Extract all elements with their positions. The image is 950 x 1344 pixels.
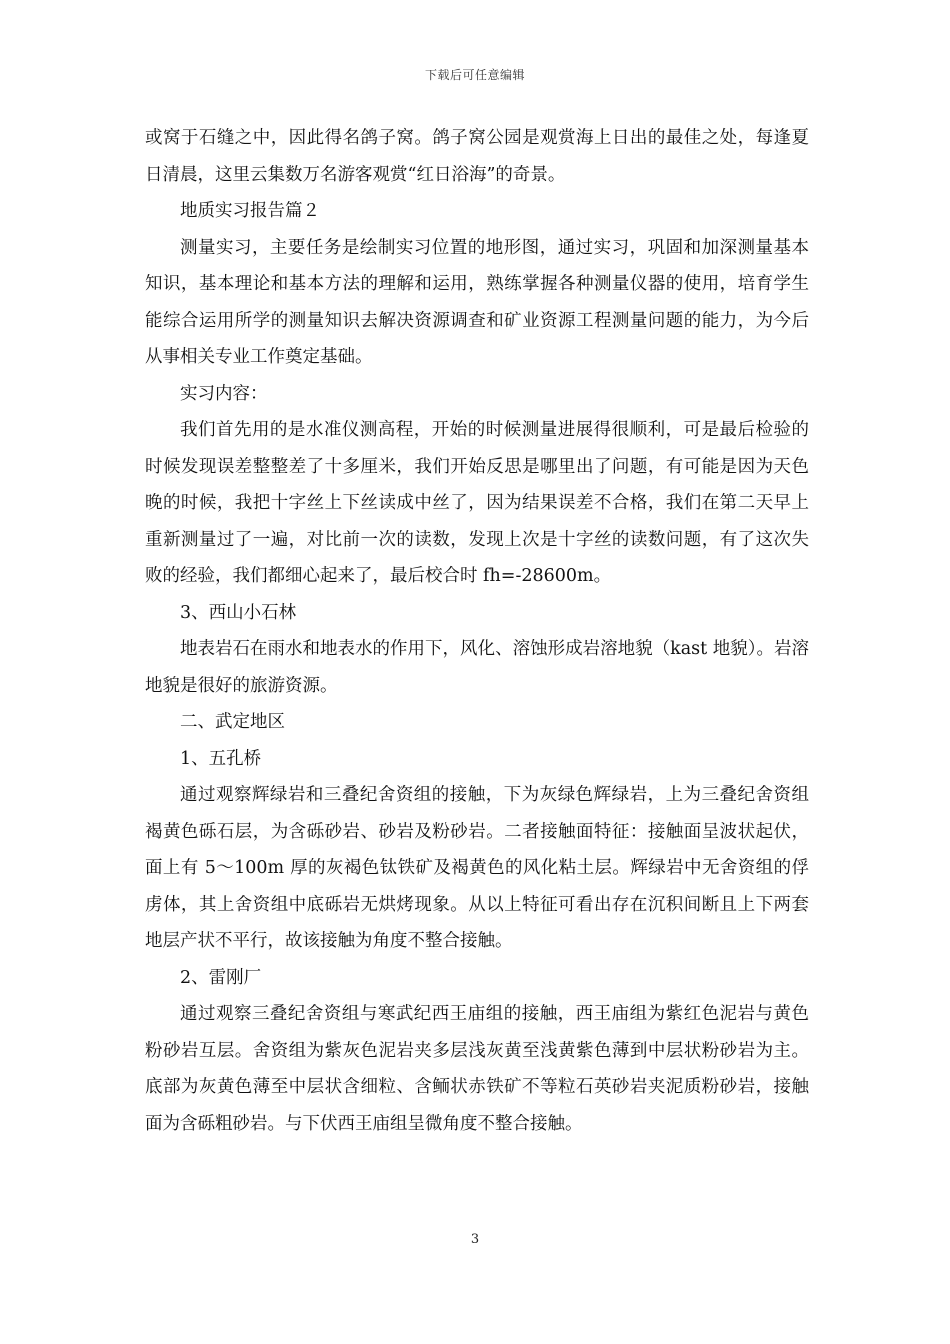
section-heading-wuding: 二、武定地区 [180,712,285,732]
section-heading-leigangchang: 2、雷刚厂 [180,967,262,988]
section-heading-report-2: 地质实习报告篇２ [180,201,320,221]
page-number: 3 [470,1232,480,1247]
document-body [145,120,809,1142]
paragraph-continuation: 或窝于石缝之中，因此得名鸽子窝。鸽子窝公园是观赏海上日出的最佳之处，每逢夏日清晨，这里云集数万名游客观赏“红日浴海”的奇景。 [145,128,809,185]
page-header: 下载后可任意编辑 [424,68,525,82]
paragraph-diabase-contact: 通过观察辉绿岩和三叠纪舍资组的接触，下为灰绿色辉绿岩，上为三叠纪舍资组褐黄色砾石层，为含砾砂岩、砂岩及粉砂岩。二者接触面特征：接触面呈波状起伏，面上有 5～100m 厚的灰褐色钛铁矿及褐黄色的风化粘土层。辉绿岩中无舍资组的俘虏体，其上舍资组中底砾岩无烘烤现象。从以上特征可看出存在沉积间断且上下两套地层产状不平行，故该接触为角度不整合接触。 [145,785,809,951]
section-heading-content: 实习内容： [180,383,268,404]
section-heading-wukongqiao: 1、五孔桥 [180,748,262,769]
section-heading-xishan: 3、西山小石林 [180,602,297,623]
paragraph-sheizi-contact: 通过观察三叠纪舍资组与寒武纪西王庙组的接触，西王庙组为紫红色泥岩与黄色粉砂岩互层。舍资组为紫灰色泥岩夹多层浅灰黄至浅黄紫色薄到中层状粉砂岩为主。底部为灰黄色薄至中层状含细粒、含鲕状赤铁矿不等粒石英砂岩夹泥质粉砂岩，接触面为含砾粗砂岩。与下伏西王庙组呈微角度不整合接触。 [145,1004,809,1134]
paragraph-survey-intro: 测量实习，主要任务是绘制实习位置的地形图，通过实习，巩固和加深测量基本知识，基本理论和基本方法的理解和运用，熟练掌握各种测量仪器的使用，培育学生能综合运用所学的测量知识去解决资源调查和矿业资源工程测量问题的能力，为今后从事相关专业工作奠定基础。 [145,237,809,367]
paragraph-leveling: 我们首先用的是水准仪测高程，开始的时候测量进展得很顺利，可是最后检验的时候发现误差整整差了十多厘米，我们开始反思是哪里出了问题，有可能是因为天色晚的时候，我把十字丝上下丝读成中丝了，因为结果误差不合格，我们在第二天早上重新测量过了一遍，对比前一次的读数，发现上次是十字丝的读数问题，有了这次失败的经验，我们都细心起来了，最后校合时 fh=-28600m。 [145,420,809,586]
paragraph-karst: 地表岩石在雨水和地表水的作用下，风化、溶蚀形成岩溶地貌（kast 地貌）。岩溶地貌是很好的旅游资源。 [145,639,809,696]
